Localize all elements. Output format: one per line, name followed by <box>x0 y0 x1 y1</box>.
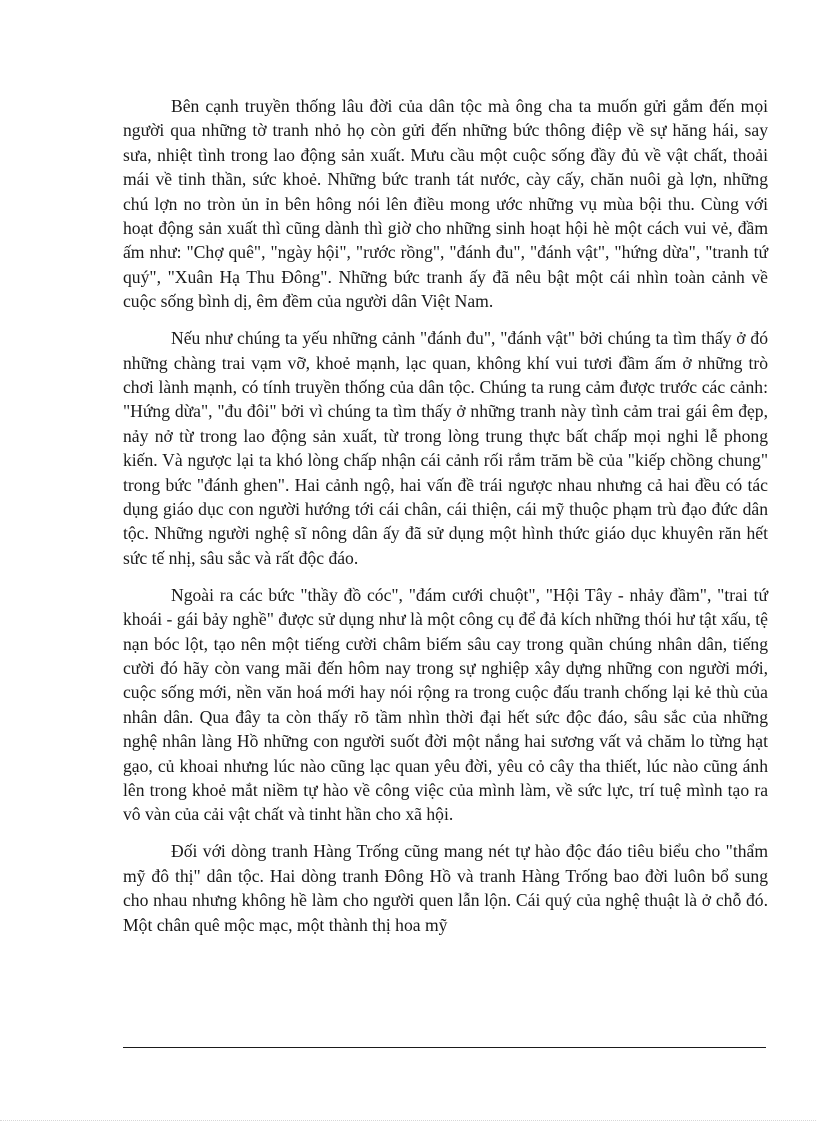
paragraph-2: Nếu như chúng ta yếu những cảnh "đánh đu", "đánh vật" bởi chúng ta tìm thấy ở đó những chàng trai vạm vỡ, khoẻ mạnh, lạc quan, không khí vui tươi đầm ấm ở những trò chơi lành mạnh, có tính truyền thống của dân tộc. Chúng ta rung cảm được trước các cảnh: "Hứng dừa", "đu đôi" bởi vì chúng ta tìm thấy ở những tranh này tình cảm trai gái êm đẹp, nảy nở từ trong lao động sản xuất, từ trong lòng trung thực bất chấp mọi nghi lễ phong kiến. Và ngược lại ta khó lòng chấp nhận cái cảnh rối rắm trăm bề của "kiếp chồng chung" trong bức "đánh ghen". Hai cảnh ngộ, hai vấn đề trái ngược nhau nhưng cả hai đều có tác dụng giáo dục con người hướng tới cái chân, cái thiện, cái mỹ thuộc phạm trù đạo đức dân tộc. Những người nghệ sĩ nông dân ấy đã sử dụng một hình thức giáo dục khuyên răn hết sức tế nhị, sâu sắc và rất độc đáo. <box>123 328 768 568</box>
paragraph-4: Đối với dòng tranh Hàng Trống cũng mang nét tự hào độc đáo tiêu biểu cho "thẩm mỹ đô thị" dân tộc. Hai dòng tranh Đông Hồ và tranh Hàng Trống bao đời luôn bổ sung cho nhau nhưng không hề làm cho người quen lẫn lộn. Cái quý của nghệ thuật là ở chỗ đó. Một chân quê mộc mạc, một thành thị hoa mỹ <box>123 841 768 935</box>
footer-divider <box>123 1047 766 1048</box>
page-bottom-edge <box>0 1120 816 1121</box>
paragraph-1: Bên cạnh truyền thống lâu đời của dân tộc mà ông cha ta muốn gửi gắm đến mọi người qua những tờ tranh nhỏ họ còn gửi đến những bức thông điệp về sự hăng hái, say sưa, nhiệt tình trong lao động sản xuất. Mưu cầu một cuộc sống đầy đủ về vật chất, thoải mái về tinh thần, sức khoẻ. Những bức tranh tát nước, cày cấy, chăn nuôi gà lợn, những chú lợn no tròn ủn ỉn bên hông nói lên điều mong ước những vụ mùa bội thu. Cùng với hoạt động sản xuất thì cũng dành thì giờ cho những sinh hoạt hội hè một cách vui vẻ, đầm ấm như: "Chợ quê", "ngày hội", "rước rồng", "đánh đu", "đánh vật", "hứng dừa", "tranh tứ quý", "Xuân Hạ Thu Đông". Những bức tranh ấy đã nêu bật một cái nhìn toàn cảnh về cuộc sống bình dị, êm đềm của người dân Việt Nam. <box>123 96 768 312</box>
paragraph-3: Ngoài ra các bức "thầy đồ cóc", "đám cưới chuột", "Hội Tây - nhảy đầm", "trai tứ khoái - gái bảy nghề" được sử dụng như là một công cụ để đả kích những thói hư tật xấu, tệ nạn bóc lột, tạo nên một tiếng cười châm biếm sâu cay trong quần chúng nhân dân, tiếng cười đó hãy còn vang mãi đến hôm nay trong sự nghiệp xây dựng những con người mới, cuộc sống mới, nền văn hoá mới hay nói rộng ra trong cuộc đấu tranh chống lại kẻ thù của nhân dân. Qua đây ta còn thấy rõ tầm nhìn thời đại hết sức độc đáo, sâu sắc của những nghệ nhân làng Hồ những con người suốt đời một nắng hai sương vất vả chăm lo từng hạt gạo, củ khoai nhưng lúc nào cũng lạc quan yêu đời, yêu cỏ cây tha thiết, lúc nào cũng ánh lên trong khoẻ mắt niềm tự hào về công việc của mình làm, về sức lực, trí tuệ mình tạo ra vô vàn của cải vật chất và tinht hần cho xã hội. <box>123 584 768 825</box>
body-text <box>123 94 768 949</box>
